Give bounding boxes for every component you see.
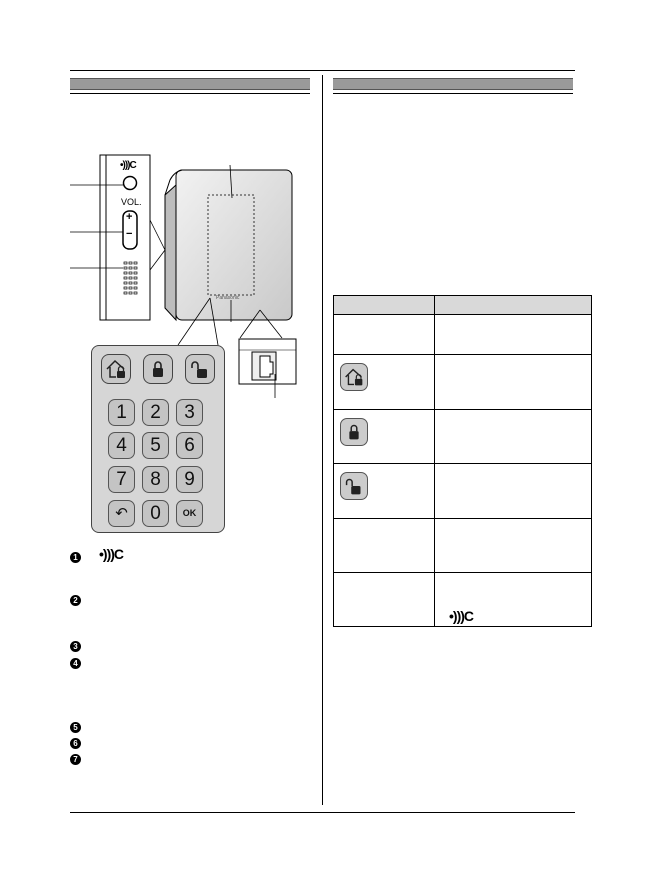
jack-zoom <box>238 338 298 400</box>
key-7[interactable]: 7 <box>108 466 135 493</box>
device-side <box>165 185 176 320</box>
legend-number-4: 4 <box>70 658 81 669</box>
table-header-row <box>334 296 592 315</box>
unlock-icon <box>340 472 368 500</box>
function-table <box>333 295 592 627</box>
vol-label: VOL. <box>121 197 142 207</box>
legend-number-6: 6 <box>70 738 81 749</box>
table-header-cell <box>334 296 435 315</box>
brand-label: Panasonic <box>216 295 240 301</box>
table-cell <box>334 315 435 355</box>
table-row <box>334 315 592 355</box>
table-header-cell <box>435 296 592 315</box>
table-cell <box>334 355 435 410</box>
keypad <box>91 345 225 533</box>
top-rule <box>70 70 575 71</box>
table-cell <box>435 410 592 464</box>
table-cell <box>334 464 435 519</box>
table-row <box>334 519 592 573</box>
lock-key[interactable] <box>143 354 173 384</box>
legend-number-2: 2 <box>70 595 81 606</box>
vol-minus: − <box>126 228 133 240</box>
right-section-underline <box>333 93 573 94</box>
unlock-key[interactable] <box>185 354 215 384</box>
left-section-underline <box>70 93 310 94</box>
home-lock-key[interactable] <box>101 354 131 384</box>
key-9[interactable]: 9 <box>176 466 203 493</box>
table-row <box>334 464 592 519</box>
legend-number-1: 1 <box>70 552 81 563</box>
table-cell <box>435 355 592 410</box>
table-cell <box>435 573 592 627</box>
table-cell <box>435 464 592 519</box>
table-row <box>334 355 592 410</box>
bottom-rule <box>70 812 575 813</box>
key-3[interactable]: 3 <box>176 399 203 426</box>
table-cell <box>435 519 592 573</box>
column-divider <box>322 75 323 805</box>
home-lock-icon <box>102 355 130 383</box>
table-row <box>334 573 592 627</box>
key-0[interactable]: 0 <box>142 500 169 527</box>
table-cell <box>334 519 435 573</box>
key-8[interactable]: 8 <box>142 466 169 493</box>
key-4[interactable]: 4 <box>108 432 135 459</box>
key-1[interactable]: 1 <box>108 399 135 426</box>
key-5[interactable]: 5 <box>142 432 169 459</box>
legend-number-5: 5 <box>70 722 81 733</box>
lock-icon <box>144 355 172 383</box>
lock-icon <box>340 418 368 446</box>
vol-plus: + <box>126 211 133 223</box>
left-section-header-bar <box>70 78 310 90</box>
back-key[interactable]: ↶ <box>108 500 135 527</box>
table-row <box>334 410 592 464</box>
legend-number-3: 3 <box>70 641 81 652</box>
c-button-symbol: •)))C <box>120 160 136 171</box>
table-cell <box>435 315 592 355</box>
right-section-header-bar <box>333 78 573 90</box>
c-button-symbol: •)))C <box>449 608 473 624</box>
ok-key[interactable]: OK <box>176 500 203 527</box>
table-cell <box>334 410 435 464</box>
legend-number-7: 7 <box>70 754 81 765</box>
unlock-icon <box>186 355 214 383</box>
table-cell <box>334 573 435 627</box>
legend-c-symbol: •)))C <box>99 546 123 562</box>
c-button <box>124 177 137 190</box>
key-2[interactable]: 2 <box>142 399 169 426</box>
home-lock-icon <box>340 363 368 391</box>
key-6[interactable]: 6 <box>176 432 203 459</box>
